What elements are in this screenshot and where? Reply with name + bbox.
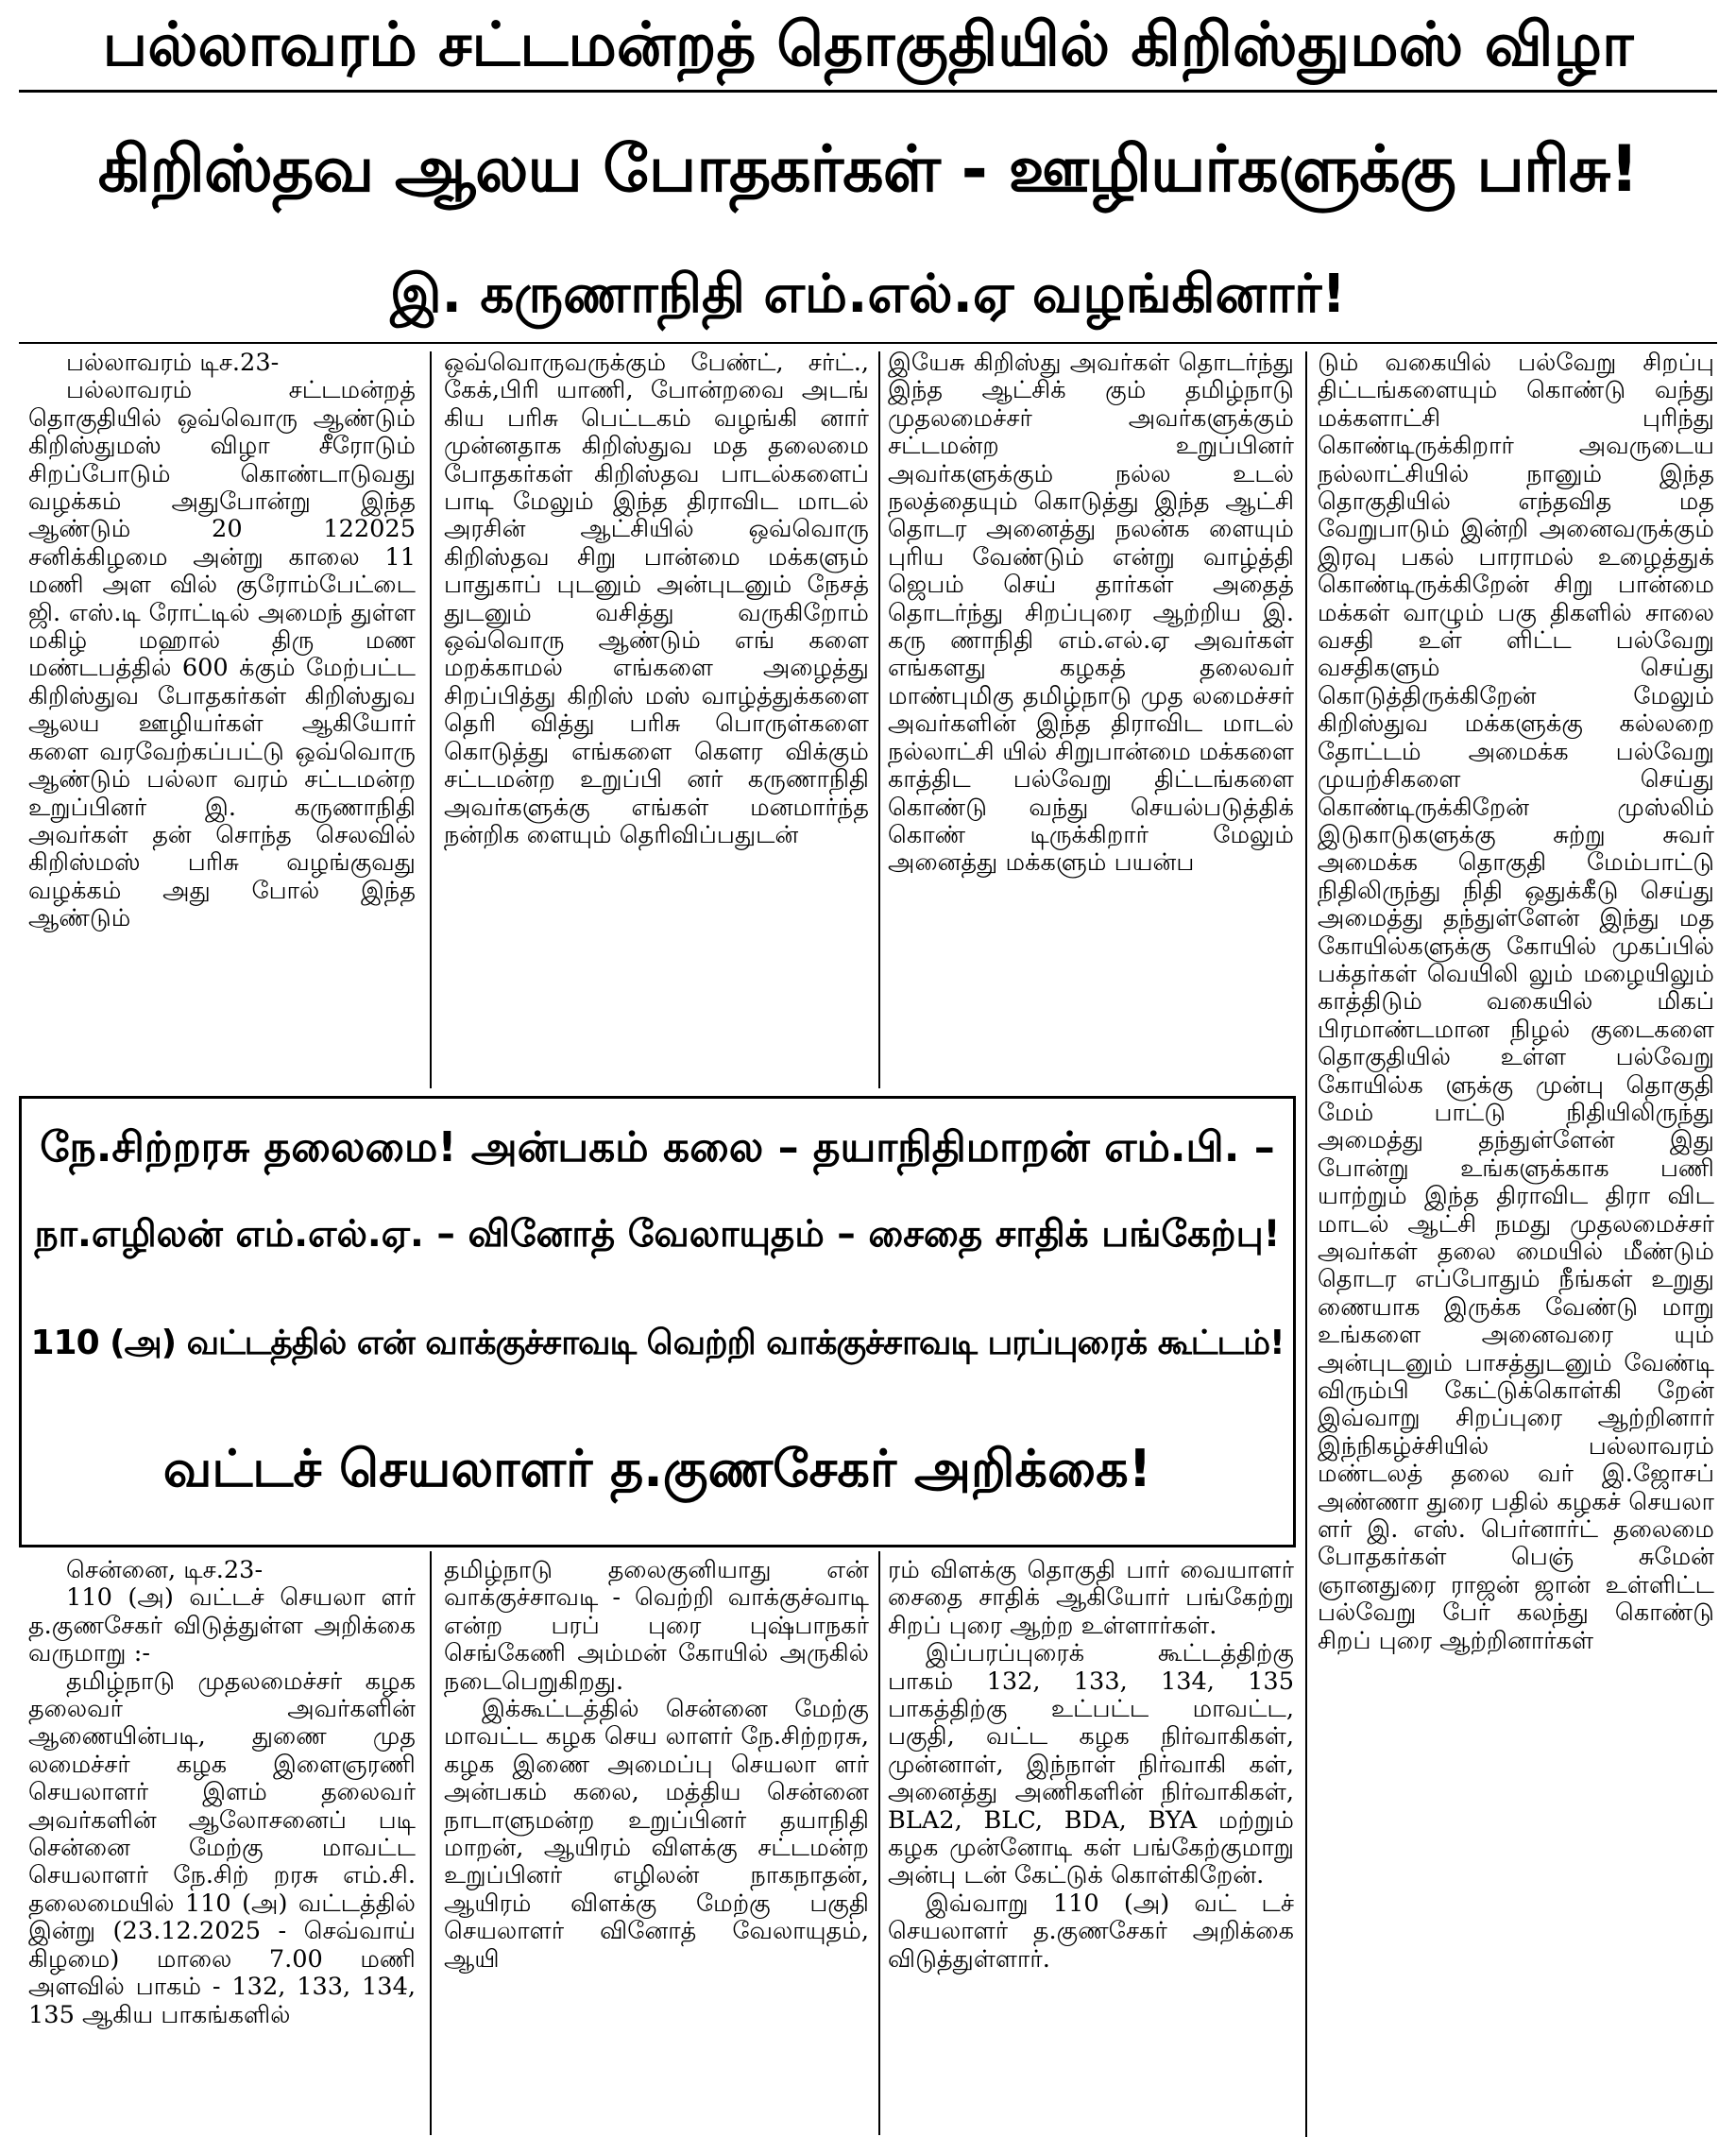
story2-main-headline: 110 (அ) வட்டத்தில் என் வாக்குச்சாவடி வெற்றி வாக்குச்சாவடி பரப்புரைக் கூட்டம்! [30, 1324, 1285, 1362]
paragraph: இப்பரப்புரைக் கூட்டத்திற்கு பாகம் 132, 133, 134, 135 பாகத்திற்கு உட்பட்ட மாவட்ட, பகுதி, வட்ட கழக நிர்வாகிகள், முன்னாள், இந்நாள் நிர்வாகி கள், அனைத்து அணிகளின் நிர்வாகிகள், BLA2, BLC, BDA, BYA மற்றும் கழக முன்னோடி கள் பங்கேற்குமாறு அன்பு டன் கேட்டுக் கொள்கிறேன். [888, 1639, 1294, 1890]
kicker-headline: பல்லாவரம் சட்டமன்றத் தொகுதியில் கிறிஸ்துமஸ் விழா [102, 10, 1634, 80]
paragraph: இயேசு கிறிஸ்து அவர்கள் தொடர்ந்து இந்த ஆட்சிக் கும் தமிழ்நாடு முதலமைச்சர் அவர்களுக்கும் சட்டமன்ற உறுப்பினர் அவர்களுக்கும் நல்ல உடல் நலத்தையும் கொடுத்து இந்த ஆட்சி தொடர அனைத்து நலன்க ளையும் புரிய வேண்டும் என்று வாழ்த்தி ஜெபம் செய் தார்கள் அதைத் தொடர்ந்து சிறப்புரை ஆற்றிய இ. கரு ணாநிதி எம்.எல்.ஏ அவர்கள் எங்களது கழகத் தலைவர் மாண்புமிகு தமிழ்நாடு முத லமைச்சர் அவர்களின் இந்த திராவிட மாடல் நல்லாட்சி யில் சிறுபான்மை மக்களை காத்திட பல்வேறு திட்டங்களை கொண்டு வந்து செயல்படுத்திக் கொண் டிருக்கிறார் மேலும் அனைத்து மக்களும் பயன்ப [888, 350, 1294, 878]
story1-column-3 [888, 350, 1294, 1086]
column-divider [430, 351, 432, 1088]
dateline: பல்லாவரம் டிச.23- [66, 350, 280, 377]
paragraph: இக்கூட்டத்தில் சென்னை மேற்கு மாவட்ட கழக செய லாளர் நே.சிற்றரசு, கழக இணை அமைப்பு செயலா ளர் அன்பகம் கலை, மத்திய சென்னை நாடாளுமன்ற உறுப்பினர் தயாநிதி மாறன், ஆயிரம் விளக்கு சட்டமன்ற உறுப்பினர் எழிலன் நாகநாதன், ஆயிரம் விளக்கு மேற்கு பகுதி செயலாளர் வினோத் வேலாயுதம், ஆயி [444, 1695, 869, 1974]
paragraph: 110 (அ) வட்டச் செயலா ளர் த.குணசேகர் விடுத்துள்ள அறிக்கை வருமாறு :- [28, 1583, 416, 1668]
paragraph: ஒவ்வொருவருக்கும் பேண்ட், சர்ட்., கேக்,பிரி யாணி, போன்றவை அடங் கிய பரிசு பெட்டகம் வழங்கி னார் முன்னதாக கிறிஸ்துவ மத தலைமை போதகர்கள் கிறிஸ்தவ பாடல்களைப் பாடி மேலும் இந்த திராவிட மாடல் அரசின் ஆட்சியில் ஒவ்வொரு கிறிஸ்தவ சிறு பான்மை மக்களும் பாதுகாப் புடனும் அன்புடனும் நேசத் துடனும் வசித்து வருகிறோம் ஒவ்வொரு ஆண்டும் எங் களை மறக்காமல் எங்களை அழைத்து சிறப்பித்து கிறிஸ் மஸ் வாழ்த்துக்களை தெரி வித்து பரிசு பொருள்களை கொடுத்து எங்களை கௌர விக்கும் சட்டமன்ற உறுப்பி னர் கருணாநிதி அவர்களுக்கு எங்கள் மனமார்ந்த நன்றிக ளையும் தெரிவிப்பதுடன் [444, 350, 869, 849]
column-divider [878, 351, 880, 1088]
story2-column-3 [888, 1557, 1294, 2135]
story2-column-2 [444, 1557, 869, 2135]
paragraph: பல்லாவரம் சட்டமன்றத் தொகுதியில் ஒவ்வொரு ஆண்டும் கிறிஸ்துமஸ் விழா சீரோடும் சிறப்போடும் கொண்டாடுவது வழக்கம் அதுபோன்று இந்த ஆண்டும் 20 122025 சனிக்கிழமை அன்று காலை 11 மணி அள வில் குரோம்பேட்டை ஜி. எஸ்.டி ரோட்டில் அமைந் துள்ள மகிழ் மஹால் திரு மண மண்டபத்தில் 600 க்கும் மேற்பட்ட கிறிஸ்துவ போதகர்கள் கிறிஸ்துவ ஆலய ஊழியர்கள் ஆகியோர் களை வரவேற்கப்பட்டு ஒவ்வொரு ஆண்டும் பல்லா வரம் சட்டமன்ற உறுப்பினர் இ. கருணாநிதி அவர்கள் தன் சொந்த செலவில் கிறிஸ்மஸ் பரிசு வழங்குவது வழக்கம் அது போல் இந்த ஆண்டும் [28, 376, 416, 933]
paragraph: தமிழ்நாடு தலைகுனியாது என் வாக்குச்சாவடி - வெற்றி வாக்குச்வாடி என்ற பரப் புரை புஷ்பாநகர் செங்கேணி அம்மன் கோயில் அருகில் நடைபெறுகிறது. [444, 1557, 869, 1696]
top-rule [19, 90, 1717, 93]
headline-rule [19, 342, 1717, 344]
story1-column-1 [28, 350, 416, 1086]
main-headline: கிறிஸ்தவ ஆலய போதகர்கள் - ஊழியர்களுக்கு பரிசு! [97, 132, 1639, 207]
paragraph: தமிழ்நாடு முதலமைச்சர் கழக தலைவர் அவர்களின் ஆணையின்படி, துணை முத லமைச்சர் கழக இளைஞரணி செயலாளர் இளம் தலைவர் அவர்களின் ஆலோசனைப் படி சென்னை மேற்கு மாவட்ட செயலாளர் நே.சிற் றரசு எம்.சி. தலைமையில் 110 (அ) வட்டத்தில் இன்று (23.12.2025 - செவ்வாய் கிழமை) மாலை 7.00 மணி அளவில் பாகம் - 132, 133, 134, 135 ஆகிய பாகங்களில் [28, 1667, 416, 2029]
story1-column-2 [444, 350, 869, 1086]
story1-column-4 [1318, 350, 1714, 2135]
story2-column-1 [28, 1557, 416, 2135]
column-divider [1305, 351, 1307, 2137]
sub-headline: இ. கருணாநிதி எம்.எல்.ஏ வழங்கினார்! [390, 264, 1346, 325]
dateline: சென்னை, டிச.23- [66, 1557, 264, 1584]
paragraph: டும் வகையில் பல்வேறு சிறப்பு திட்டங்களையும் கொண்டு வந்து மக்களாட்சி புரிந்து கொண்டிருக்கிறார் அவருடைய நல்லாட்சியில் நானும் இந்த தொகுதியில் எந்தவித மத வேறுபாடும் இன்றி அனைவருக்கும் இரவு பகல் பாராமல் உழைத்துக் கொண்டிருக்கிறேன் சிறு பான்மை மக்கள் வாழும் பகு திகளில் சாலை வசதி உள் ளிட்ட பல்வேறு வசதிகளும் செய்து கொடுத்திருக்கிறேன் மேலும் கிறிஸ்துவ மக்களுக்கு கல்லறை தோட்டம் அமைக்க பல்வேறு முயற்சிகளை செய்து கொண்டிருக்கிறேன் முஸ்லிம் இடுகாடுகளுக்கு சுற்று சுவர் அமைக்க தொகுதி மேம்பாட்டு நிதிலிருந்து நிதி ஒதுக்கீடு செய்து அமைத்து தந்துள்ளேன் இந்து மத கோயில்களுக்கு கோயில் முகப்பில் பக்தர்கள் வெயிலி லும் மழையிலும் காத்திடும் வகையில் மிகப் பிரமாண்டமான நிழல் குடைகளை தொகுதியில் உள்ள பல்வேறு கோயில்க ளுக்கு முன்பு தொகுதி மேம் பாட்டு நிதியிலிருந்து அமைத்து தந்துள்ளேன் இது போன்று உங்களுக்காக பணி யாற்றும் இந்த திராவிட திரா விட மாடல் ஆட்சி நமது முதலமைச்சர் அவர்கள் தலை மையில் மீண்டும் தொடர எப்போதும் நீங்கள் உறுது ணையாக இருக்க வேண்டு மாறு உங்களை அனைவரை யும் அன்புடனும் பாசத்துடனும் வேண்டி விரும்பி கேட்டுக்கொள்கி றேன் இவ்வாறு சிறப்புரை ஆற்றினார் இந்நிகழ்ச்சியில் பல்லாவரம் மண்டலத் தலை வர் இ.ஜோசப் அண்ணா துரை பதில் கழகச் செயலா ளர் இ. எஸ். பெர்னார்ட் தலைமை போதகர்கள் பெஞ் சுமேன் ஞானதுரை ராஜன் ஜான் உள்ளிட்ட பல்வேறு பேர் கலந்து கொண்டு சிறப் புரை ஆற்றினார்கள் [1318, 350, 1714, 1655]
column-divider [878, 1551, 880, 2135]
paragraph: இவ்வாறு 110 (அ) வட் டச் செயலாளர் த.குணசேகர் அறிக்கை விடுத்துள்ளார். [888, 1889, 1294, 1974]
paragraph: ரம் விளக்கு தொகுதி பார் வையாளர் சைதை சாதிக் ஆகியோர் பங்கேற்று சிறப் புரை ஆற்ற உள்ளார்கள். [888, 1557, 1294, 1640]
column-divider [430, 1551, 432, 2135]
story2-sub-headline: வட்டச் செயலாளர் த.குணசேகர் அறிக்கை! [162, 1439, 1152, 1498]
story2-headline-line-2: நா.எழிலன் எம்.எல்.ஏ. – வினோத் வேலாயுதம் – சைதை சாதிக் பங்கேற்பு! [34, 1213, 1281, 1256]
story2-headline-line-1: நே.சிற்றரசு தலைமை! அன்பகம் கலை – தயாநிதிமாறன் எம்.பி. – [40, 1123, 1275, 1171]
